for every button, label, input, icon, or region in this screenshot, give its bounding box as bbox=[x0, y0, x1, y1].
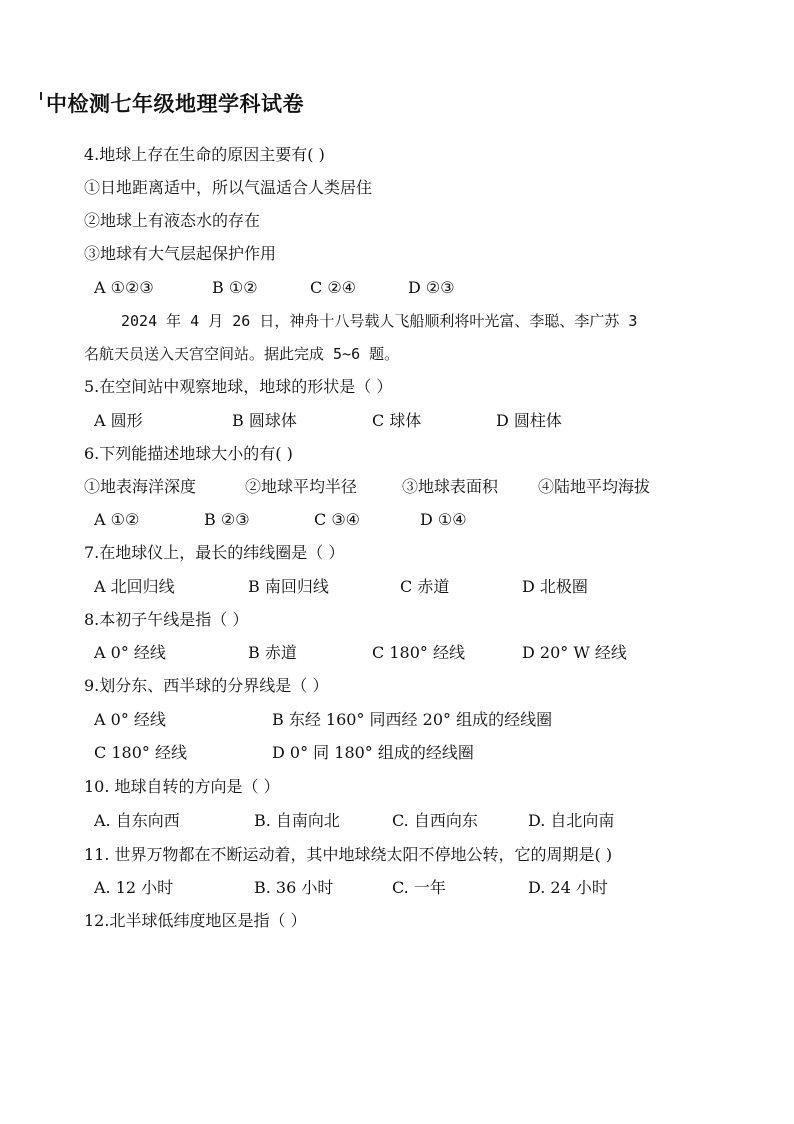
question-6-stem: 6.下列能描述地球大小的有( ) bbox=[84, 444, 293, 463]
question-7-option-c: C 赤道 bbox=[400, 577, 450, 596]
question-10-stem: 10. 地球自转的方向是（ ） bbox=[84, 777, 280, 796]
question-7-stem: 7.在地球仪上，最长的纬线圈是（ ） bbox=[84, 543, 345, 562]
question-4-option-c: C ②④ bbox=[310, 278, 357, 297]
question-4-stem: 4.地球上存在生命的原因主要有( ) bbox=[84, 145, 325, 164]
question-4-item-3: ③地球有大气层起保护作用 bbox=[84, 244, 277, 263]
question-8-option-d: D 20° W 经线 bbox=[522, 643, 627, 662]
question-7-option-d: D 北极圈 bbox=[522, 577, 588, 596]
question-7-option-a: A 北回归线 bbox=[94, 577, 175, 596]
question-5-stem: 5.在空间站中观察地球，地球的形状是（ ） bbox=[84, 377, 393, 396]
question-4-option-b: B ①② bbox=[212, 278, 258, 297]
intro-line-2: 名航天员送入天宫空间站。据此完成 5~6 题。 bbox=[84, 345, 400, 363]
question-9-option-d: D 0° 同 180° 组成的经线圈 bbox=[272, 743, 474, 762]
question-6-item-4: ④陆地平均海拔 bbox=[538, 477, 651, 496]
question-11-option-d: D. 24 小时 bbox=[528, 878, 608, 897]
question-8-option-a: A 0° 经线 bbox=[94, 643, 166, 662]
question-6-option-c: C ③④ bbox=[314, 510, 361, 529]
question-6-item-3: ③地球表面积 bbox=[402, 477, 499, 496]
question-4-item-1: ①日地距离适中，所以气温适合人类居住 bbox=[84, 178, 373, 197]
question-12-stem: 12.北半球低纬度地区是指（ ） bbox=[84, 911, 307, 930]
page-title: 中检测七年级地理学科试卷 bbox=[46, 91, 304, 116]
question-11-option-c: C. 一年 bbox=[392, 878, 446, 897]
question-8-option-c: C 180° 经线 bbox=[372, 643, 465, 662]
question-8-stem: 8.本初子午线是指（ ） bbox=[84, 610, 249, 629]
question-9-option-a: A 0° 经线 bbox=[94, 710, 166, 729]
question-9-option-b: B 东经 160° 同西经 20° 组成的经线圈 bbox=[272, 710, 553, 729]
question-10-option-b: B. 自南向北 bbox=[254, 811, 340, 830]
question-10-option-a: A. 自东向西 bbox=[94, 811, 180, 830]
question-5-option-c: C 球体 bbox=[372, 411, 422, 430]
question-6-item-2: ②地球平均半径 bbox=[245, 477, 358, 496]
question-8-option-b: B 赤道 bbox=[248, 643, 297, 662]
question-6-item-1: ①地表海洋深度 bbox=[84, 477, 197, 496]
question-11-option-a: A. 12 小时 bbox=[94, 878, 174, 897]
question-6-option-a: A ①② bbox=[94, 510, 140, 529]
question-11-option-b: B. 36 小时 bbox=[254, 878, 334, 897]
question-4-option-a: A ①②③ bbox=[94, 278, 154, 297]
question-9-stem: 9.划分东、西半球的分界线是（ ） bbox=[84, 676, 329, 695]
question-10-option-c: C. 自西向东 bbox=[392, 811, 478, 830]
question-10-option-d: D. 自北向南 bbox=[528, 811, 615, 830]
question-5-option-b: B 圆球体 bbox=[232, 411, 297, 430]
question-4-option-d: D ②③ bbox=[408, 278, 455, 297]
question-4-item-2: ②地球上有液态水的存在 bbox=[84, 211, 261, 230]
question-9-option-c: C 180° 经线 bbox=[94, 743, 187, 762]
scan-mark bbox=[40, 92, 42, 100]
question-6-option-b: B ②③ bbox=[204, 510, 250, 529]
question-5-option-a: A 圆形 bbox=[94, 411, 143, 430]
question-11-stem: 11. 世界万物都在不断运动着，其中地球绕太阳不停地公转，它的周期是( ) bbox=[84, 845, 613, 864]
intro-line-1: 2024 年 4 月 26 日，神舟十八号载人飞船顺利将叶光富、李聪、李广苏 3 bbox=[121, 312, 638, 330]
question-7-option-b: B 南回归线 bbox=[248, 577, 329, 596]
question-6-option-d: D ①④ bbox=[420, 510, 467, 529]
question-5-option-d: D 圆柱体 bbox=[496, 411, 562, 430]
